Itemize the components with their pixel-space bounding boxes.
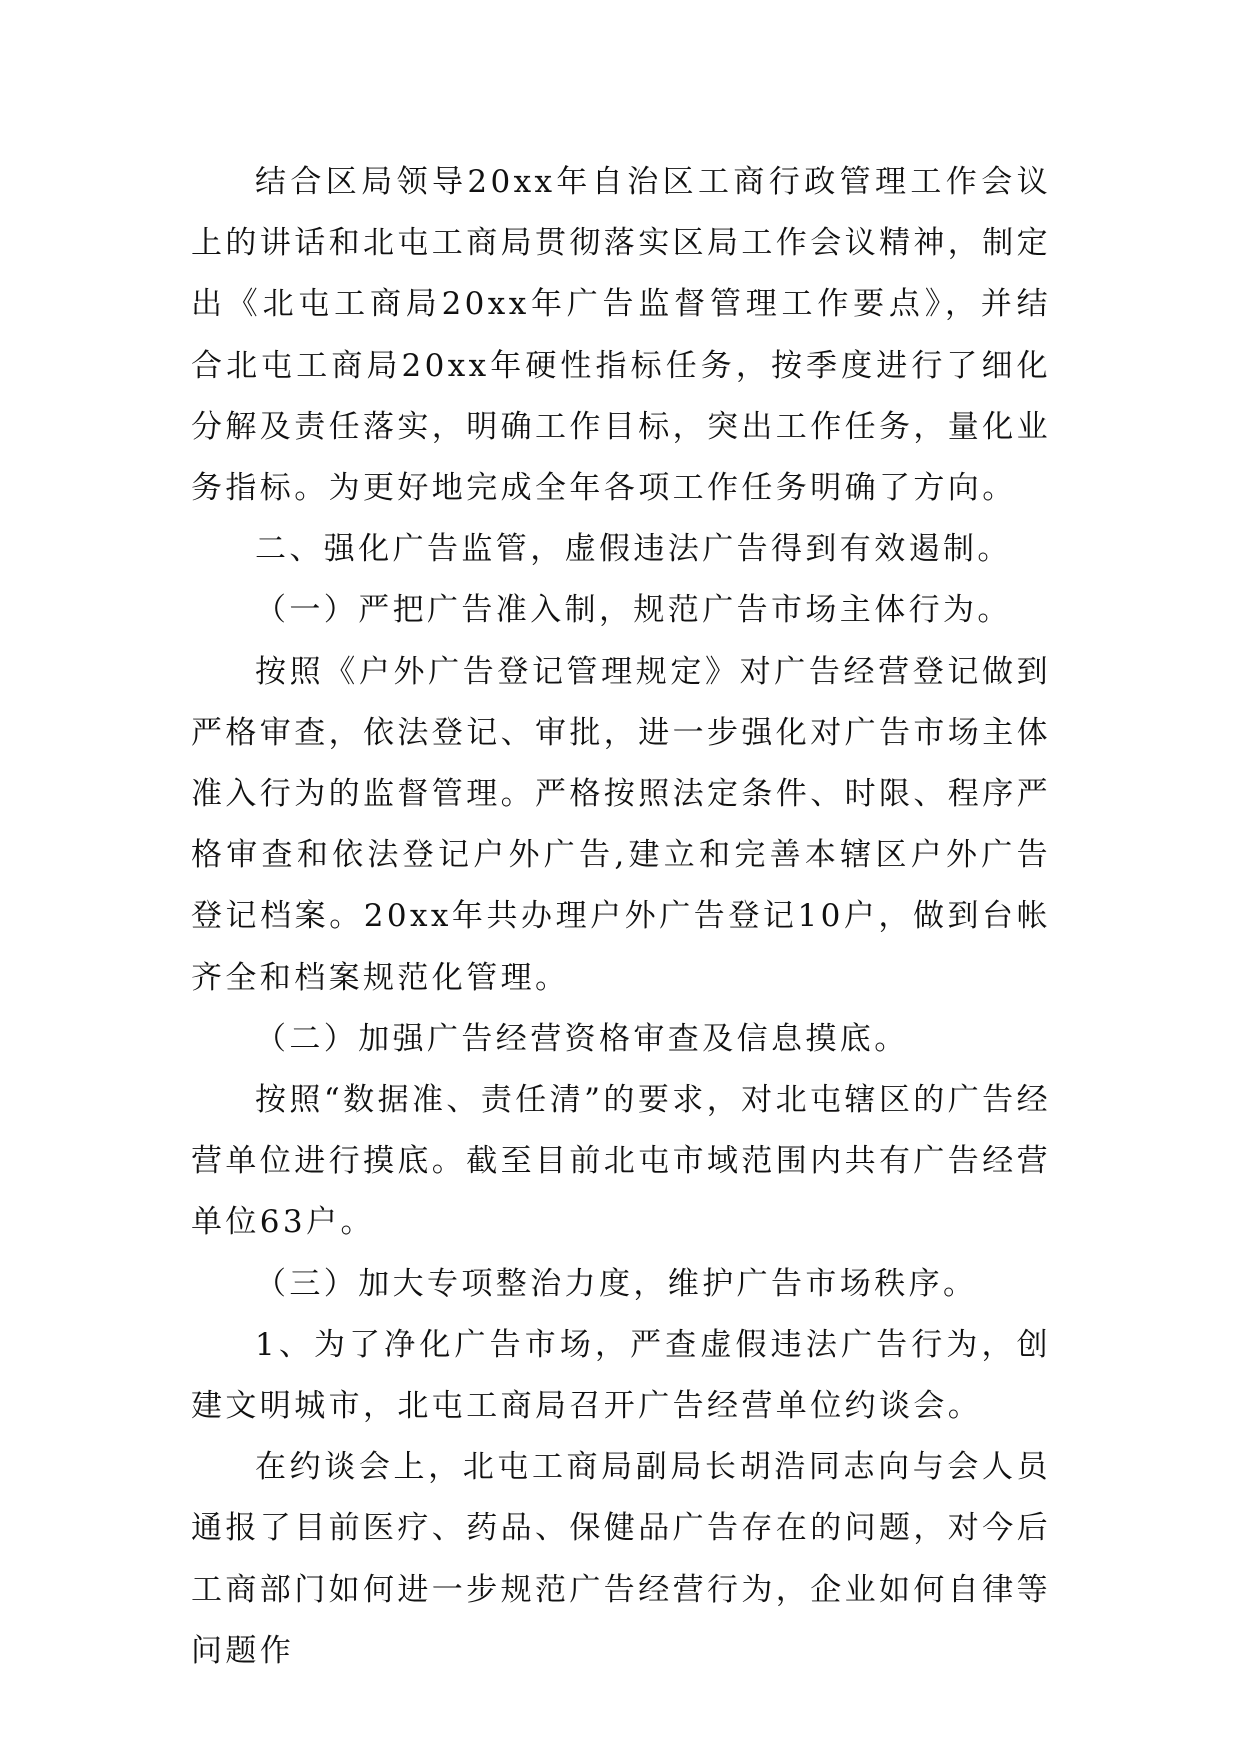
subheading-special-rectification: （三）加大专项整治力度，维护广告市场秩序。 bbox=[255, 1265, 978, 1302]
subheading-qualification-review: （二）加强广告经营资格审查及信息摸底。 bbox=[255, 1020, 909, 1057]
paragraph-work-plan: 结合区局领导20xx年自治区工商行政管理工作会议上的讲话和北屯工商局贯彻落实区局工作会议精神，制定出《北屯工商局20xx年广告监督管理工作要点》，并结合北屯工商局20xx年硬性指标任务，按季度进行了细化分解及责任落实，明确工作目标，突出工作任务，量化业务指标。为更好地完成全年各项工作任务明确了方向。 bbox=[191, 164, 1051, 507]
paragraph-meeting-details: 在约谈会上，北屯工商局副局长胡浩同志向与会人员通报了目前医疗、药品、保健品广告存在的问题，对今后工商部门如何进一步规范广告经营行为，企业如何自律等问题作 bbox=[191, 1449, 1051, 1669]
section-heading-advertising-supervision: 二、强化广告监管，虚假违法广告得到有效遏制。 bbox=[255, 531, 1012, 568]
paragraph-unit-survey: 按照“数据准、责任清”的要求，对北屯辖区的广告经营单位进行摸底。截至目前北屯市域范围内共有广告经营单位63户。 bbox=[191, 1082, 1051, 1241]
document-body bbox=[191, 152, 1051, 1682]
paragraph-interview-meeting: 1、为了净化广告市场，严查虚假违法广告行为，创建文明城市，北屯工商局召开广告经营单位约谈会。 bbox=[191, 1326, 1051, 1425]
paragraph-outdoor-ad-registration: 按照《户外广告登记管理规定》对广告经营登记做到严格审查，依法登记、审批，进一步强化对广告市场主体准入行为的监督管理。严格按照法定条件、时限、程序严格审查和依法登记户外广告,建立和完善本辖区户外广告登记档案。20xx年共办理户外广告登记10户，做到台帐齐全和档案规范化管理。 bbox=[191, 653, 1051, 996]
subheading-admission-control: （一）严把广告准入制，规范广告市场主体行为。 bbox=[255, 592, 1012, 629]
